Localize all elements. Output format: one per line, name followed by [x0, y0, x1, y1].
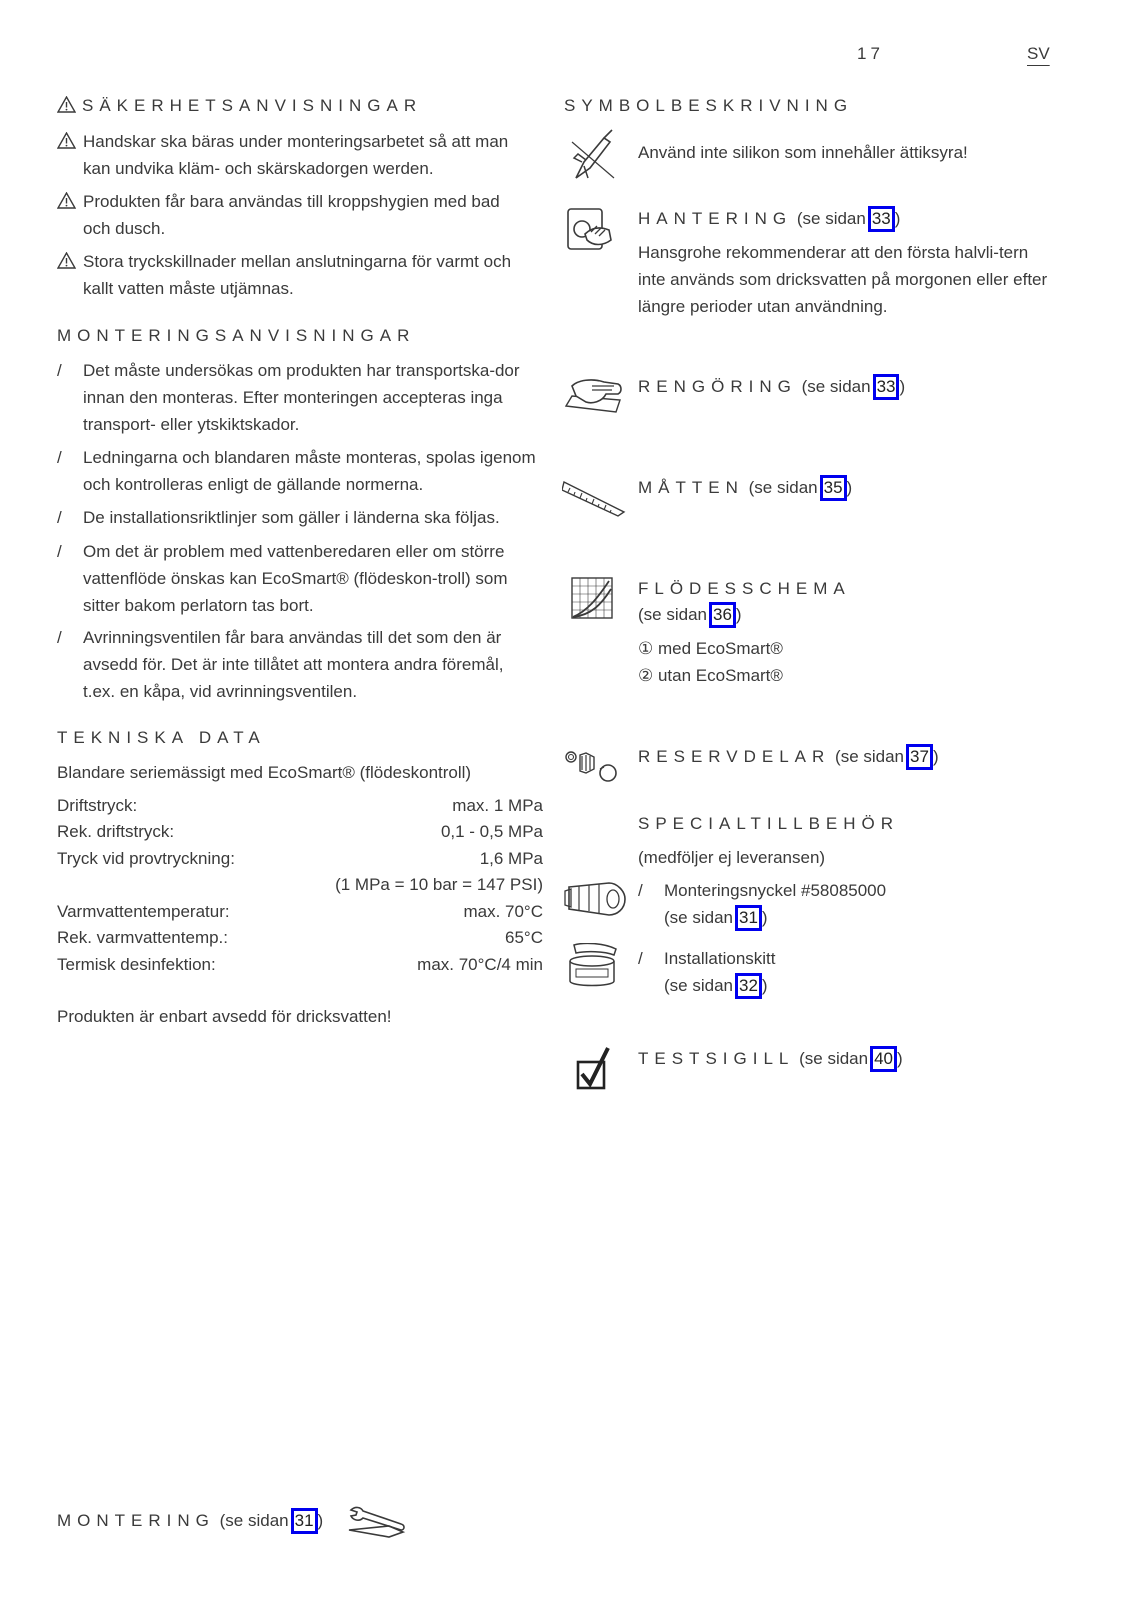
mounting-item: [57, 538, 542, 619]
hand-valve-icon: [565, 206, 615, 254]
mounting-key-icon: [563, 877, 631, 921]
hantering-heading: [638, 205, 1058, 232]
page-link[interactable]: 31: [735, 905, 762, 931]
mounting-item: [57, 504, 542, 531]
grease-tin-icon: [564, 943, 624, 991]
bullet-slash: /: [57, 628, 62, 647]
flodesschema-title: FLÖDESSCHEMA: [638, 579, 851, 598]
page-reference: (se sidan 31 ): [220, 1511, 324, 1530]
reservdelar-title: RESERVDELAR: [638, 747, 831, 766]
mounting-item: [57, 357, 542, 438]
safety-item: [57, 188, 542, 242]
specialtillbehor-title: SPECIALTILLBEHÖR: [638, 814, 900, 833]
rengoring-heading: [638, 373, 1058, 400]
tech-value: (1 MPa = 10 bar = 147 PSI): [335, 875, 543, 894]
accessory-label: Monteringsnyckel #58085000: [664, 881, 887, 900]
tech-label: Rek. driftstryck:: [57, 822, 175, 841]
tech-value: 1,6 MPa: [479, 849, 543, 868]
page-reference: (se sidan 35 ): [749, 478, 853, 497]
mounting-item: [57, 444, 542, 498]
silicone-text: Använd inte silikon som innehåller ättiksyra!: [638, 143, 968, 162]
tech-label: Termisk desinfektion:: [57, 955, 216, 974]
page-reference: (se sidan 31 ): [664, 904, 768, 931]
safety-item-text: Handskar ska bäras under monteringsarbetet så att man kan undvika kläm- och skärskadorgen werden.: [83, 132, 509, 178]
flow-item: ② utan EcoSmart®: [638, 666, 783, 685]
tech-label: Driftstryck:: [57, 796, 138, 815]
symbols-title: SYMBOLBESKRIVNING: [564, 96, 854, 115]
bullet-slash: /: [57, 448, 62, 467]
page-reference: (se sidan 32 ): [664, 972, 768, 999]
tech-value: 0,1 - 0,5 MPa: [440, 822, 543, 841]
page-link[interactable]: 35: [820, 475, 847, 501]
tech-label: Tryck vid provtryckning:: [57, 849, 235, 868]
testsigill-title: TESTSIGILL: [638, 1049, 795, 1068]
testsigill-heading: [638, 1045, 1058, 1072]
mounting-item: [57, 624, 542, 705]
language-label: SV: [1027, 44, 1050, 63]
flodesschema-reference: [638, 601, 1058, 628]
tech-row: [57, 898, 543, 925]
bullet-slash: /: [638, 949, 643, 968]
tech-row: [57, 951, 543, 978]
matten-heading: [638, 474, 1058, 501]
safety-item: [57, 248, 542, 302]
hantering-title: HANTERING: [638, 209, 793, 228]
page-number: 17: [857, 44, 884, 63]
tech-value: 65°C: [505, 928, 543, 947]
spare-parts-icon: [562, 743, 624, 787]
mounting-item-text: Ledningarna och blandaren måste monteras, spolas igenom och kontrolleras enligt de gällande normerna.: [83, 448, 536, 494]
hantering-text: Hansgrohe rekommenderar att den första halvli-tern inte används som dricksvatten på morgonen eller efter längre perioder utan användning.: [638, 243, 1048, 316]
tech-row: [57, 871, 543, 898]
tech-label: Varmvattentemperatur:: [57, 902, 230, 921]
warning-icon: [57, 248, 82, 275]
tech-row: [57, 924, 543, 951]
page-reference: (se sidan 36 ): [638, 605, 742, 624]
tech-value: max. 1 MPa: [452, 796, 543, 815]
mounting-item-text: Det måste undersökas om produkten har transportska-dor innan den monteras. Efter monteringen accepteras inga transport- eller ytskiktskador.: [83, 361, 520, 434]
tech-label: Rek. varmvattentemp.:: [57, 928, 229, 947]
safety-item: [57, 128, 542, 182]
page-link[interactable]: 33: [868, 206, 895, 232]
technical-data-note: Produkten är enbart avsedd för dricksvatten!: [57, 1007, 392, 1026]
specialtillbehor-subtitle: (medföljer ej leveransen): [638, 848, 826, 867]
warning-icon: [57, 188, 82, 215]
page-link[interactable]: 40: [870, 1046, 897, 1072]
mounting-item-text: Om det är problem med vattenberedaren eller om större vattenflöde önskas kan EcoSmart® (flödeskon-troll) som sitter bakom perlatorn tas bort.: [83, 542, 508, 615]
tech-value: max. 70°C/4 min: [417, 955, 543, 974]
montering-title: MONTERING: [57, 1511, 215, 1530]
tools-icon: [345, 1504, 407, 1540]
matten-title: MÅTTEN: [638, 478, 744, 497]
bullet-slash: /: [57, 542, 62, 561]
page-reference: (se sidan 37 ): [835, 747, 939, 766]
checkmark-box-icon: [576, 1046, 612, 1090]
rengoring-title: RENGÖRING: [638, 377, 797, 396]
technical-data-intro: Blandare seriemässigt med EcoSmart® (flödeskontroll): [57, 763, 472, 782]
accessory-label: Installationskitt: [664, 949, 776, 968]
silicone-gun-icon: [570, 128, 616, 182]
bullet-slash: /: [57, 508, 62, 527]
mounting-item-text: Avrinningsventilen får bara användas till det som den är avsedd för. Det är inte tillåtet att montera andra föremål, t.ex. en kåpa, vid avrinningsventilen.: [83, 628, 504, 701]
page-link[interactable]: 36: [709, 602, 736, 628]
page-reference: (se sidan 33 ): [797, 209, 901, 228]
safety-item-text: Stora tryckskillnader mellan anslutningarna för varmt och kallt vatten måste utjämnas.: [83, 252, 512, 298]
warning-icon: [57, 96, 76, 113]
page-link[interactable]: 37: [906, 744, 933, 770]
tech-row: [57, 845, 543, 872]
ruler-icon: [562, 478, 626, 518]
flow-item: ① med EcoSmart®: [638, 639, 783, 658]
page-link[interactable]: 33: [873, 374, 900, 400]
safety-title: SÄKERHETSANVISNINGAR: [57, 92, 422, 119]
montering-reference: [57, 1507, 323, 1534]
technical-data-title: TEKNISKA DATA: [57, 728, 266, 747]
tech-row: [57, 818, 543, 845]
reservdelar-heading: [638, 743, 1058, 770]
page-reference: (se sidan 33 ): [802, 377, 906, 396]
safety-item-text: Produkten får bara användas till kroppshygien med bad och dusch.: [83, 192, 500, 238]
warning-icon: [57, 128, 82, 155]
page-reference: (se sidan 40 ): [799, 1049, 903, 1068]
cleaning-hand-icon: [562, 372, 624, 416]
flow-chart-icon: [571, 577, 613, 619]
bullet-slash: /: [57, 361, 62, 380]
page-link[interactable]: 32: [735, 973, 762, 999]
tech-row: [57, 792, 543, 819]
page-link[interactable]: 31: [291, 1508, 318, 1534]
mounting-item-text: De installationsriktlinjer som gäller i länderna ska följas.: [83, 508, 500, 527]
mounting-instructions-title: MONTERINGSANVISNINGAR: [57, 326, 416, 345]
tech-value: max. 70°C: [463, 902, 543, 921]
bullet-slash: /: [638, 881, 643, 900]
